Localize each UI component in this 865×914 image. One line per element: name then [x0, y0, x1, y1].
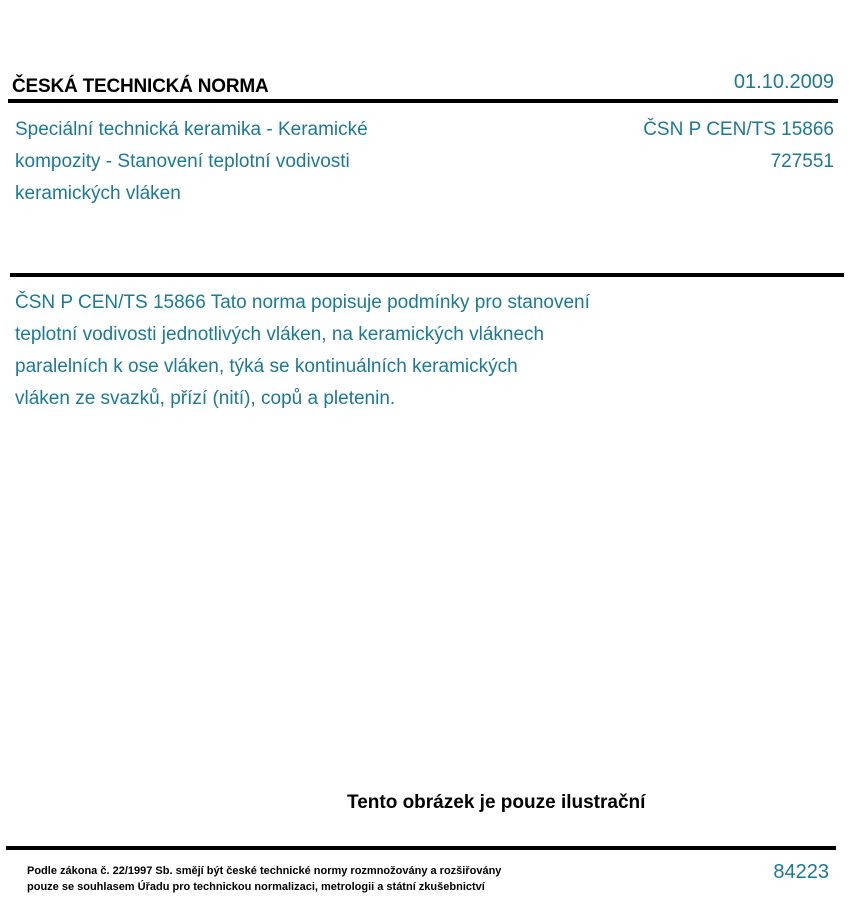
abstract-line: paralelních k ose vláken, týká se kontinuálních keramických [15, 356, 518, 377]
standard-identifiers [643, 114, 834, 178]
document-number: 84223 [773, 861, 829, 883]
abstract-line: teplotní vodivosti jednotlivých vláken, na keramických vláknech [15, 324, 545, 345]
legal-line: Podle zákona č. 22/1997 Sb. smějí být české technické normy rozmnožovány a rozšiřovány [27, 865, 502, 877]
header-divider [8, 99, 838, 103]
document-type-heading: ČESKÁ TECHNICKÁ NORMA [12, 76, 269, 97]
standard-designation: ČSN P CEN/TS 15866 [643, 119, 834, 140]
footer-divider [6, 846, 836, 850]
legal-notice [27, 863, 501, 895]
abstract-line: ČSN P CEN/TS 15866 Tato norma popisuje podmínky pro stanovení [15, 292, 590, 313]
illustration-notice: Tento obrázek je pouze ilustrační [347, 792, 646, 813]
legal-line: pouze se souhlasem Úřadu pro technickou normalizaci, metrologii a státní zkušebnictví [27, 881, 485, 893]
abstract-line: vláken ze svazků, přízí (nití), copů a pletenin. [15, 388, 396, 409]
standard-title: Speciální technická keramika - Keramické kompozity - Stanovení teplotní vodivosti keramických vláken [15, 119, 368, 204]
publication-date: 01.10.2009 [733, 71, 834, 93]
standard-abstract [15, 287, 695, 415]
catalog-number: 727551 [770, 151, 834, 172]
section-divider [10, 273, 844, 277]
